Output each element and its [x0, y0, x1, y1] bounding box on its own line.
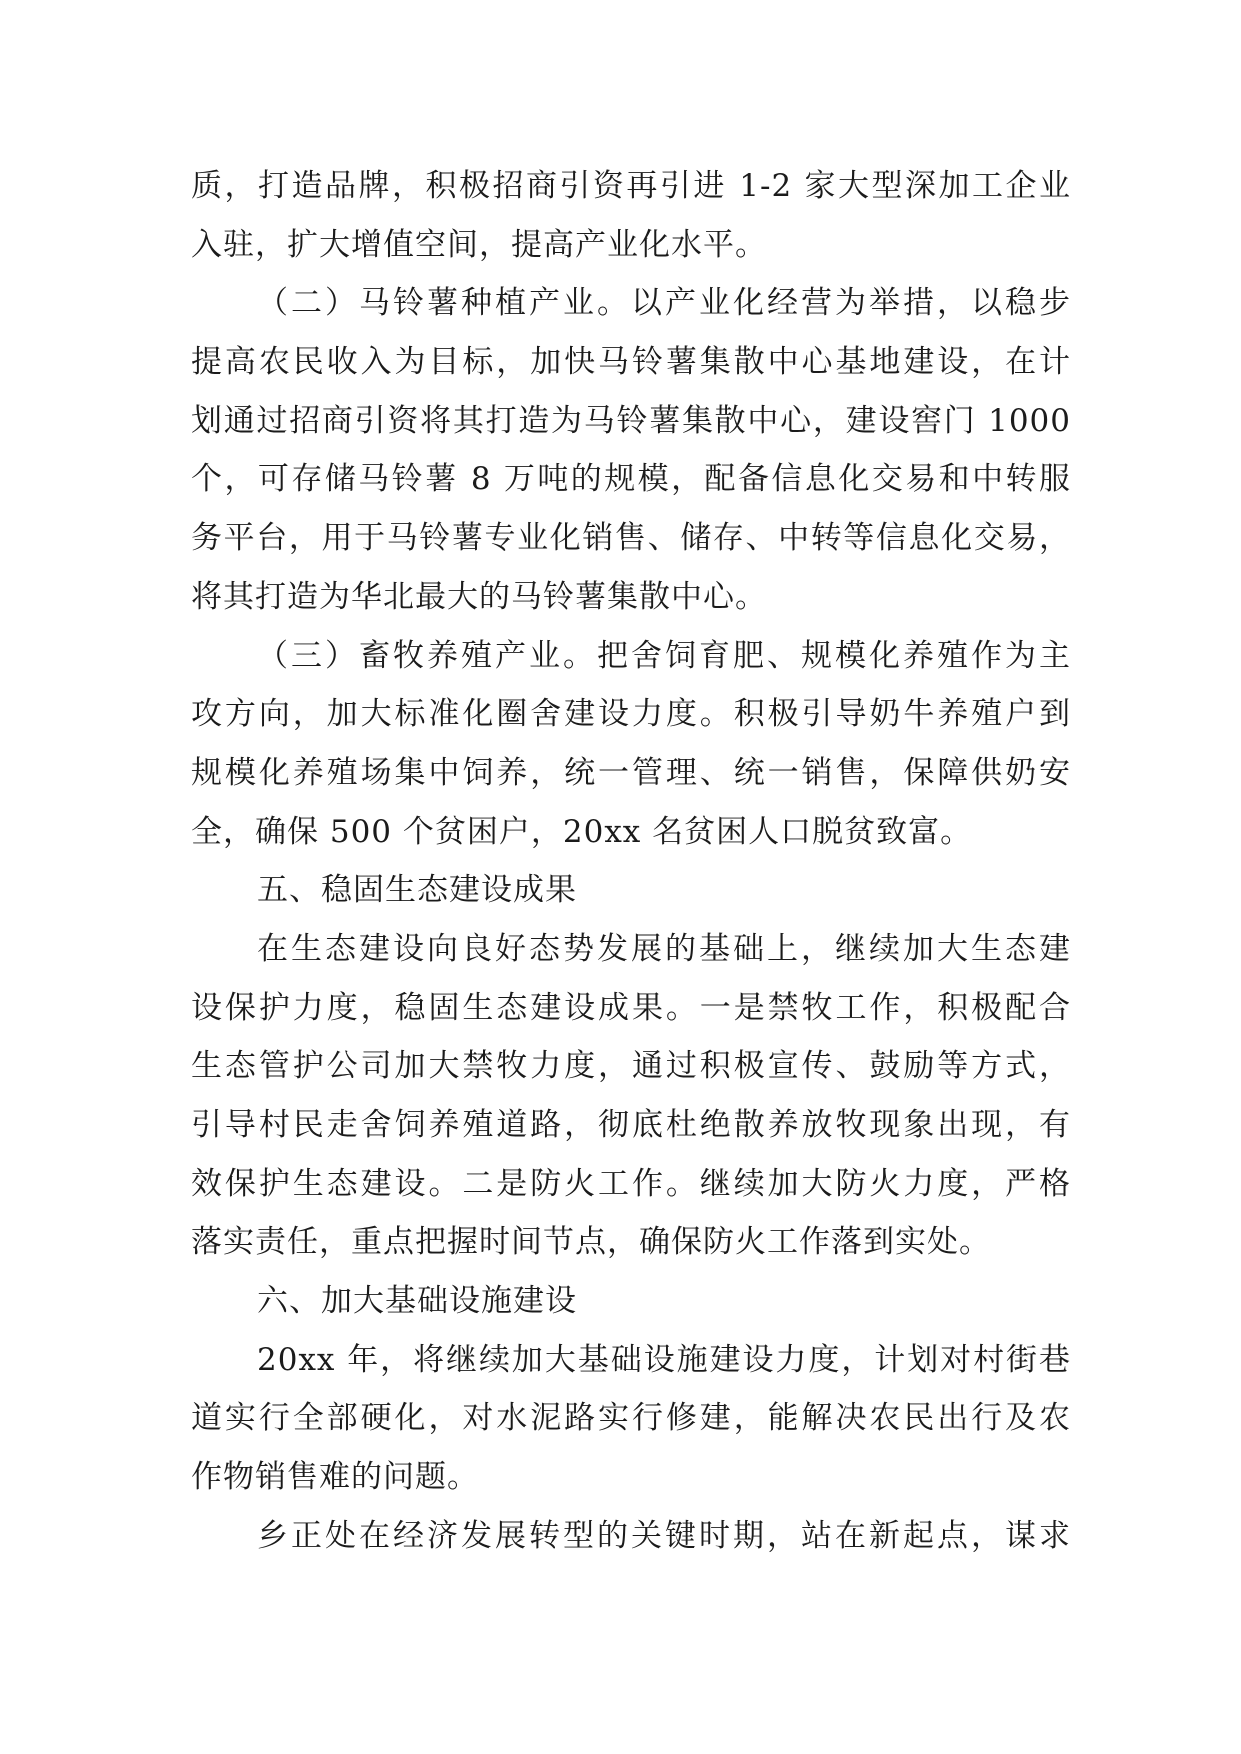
- paragraph-line: （二）马铃薯种植产业。以产业化经营为举措，以稳步: [257, 285, 1071, 322]
- paragraph-line: 乡正处在经济发展转型的关键时期，站在新起点，谋求: [257, 1517, 1071, 1554]
- paragraph-line: 生态管护公司加大禁牧力度，通过积极宣传、鼓励等方式，: [191, 1048, 1071, 1085]
- paragraph-line: 全，确保 500 个贫困户，20xx 名贫困人口脱贫致富。: [191, 813, 973, 850]
- document-body: [191, 157, 1071, 1566]
- paragraph-line: 个，可存储马铃薯 8 万吨的规模，配备信息化交易和中转服: [191, 461, 1071, 498]
- paragraph-livestock-industry: [191, 627, 1071, 862]
- paragraph-line: 入驻，扩大增值空间，提高产业化水平。: [191, 226, 767, 263]
- section-heading-ecology: 五、稳固生态建设成果: [257, 872, 577, 909]
- paragraph-conclusion: [191, 1507, 1071, 1566]
- paragraph-line: 划通过招商引资将其打造为马铃薯集散中心，建设窖门 1000: [191, 402, 1071, 439]
- paragraph-line: 20xx 年，将继续加大基础设施建设力度，计划对村街巷: [257, 1341, 1071, 1378]
- paragraph-line: （三）畜牧养殖产业。把舍饲育肥、规模化养殖作为主: [257, 637, 1071, 674]
- paragraph-line: 务平台，用于马铃薯专业化销售、储存、中转等信息化交易，: [191, 520, 1071, 557]
- paragraph-infrastructure: [191, 1331, 1071, 1507]
- paragraph-line: 提高农民收入为目标，加快马铃薯集散中心基地建设，在计: [191, 344, 1071, 381]
- paragraph-line: 将其打造为华北最大的马铃薯集散中心。: [191, 578, 767, 615]
- paragraph-ecology: [191, 920, 1071, 1272]
- paragraph-line: 引导村民走舍饲养殖道路，彻底杜绝散养放牧现象出现，有: [191, 1107, 1071, 1143]
- paragraph-line: 设保护力度，稳固生态建设成果。一是禁牧工作，积极配合: [191, 989, 1071, 1026]
- paragraph-line: 道实行全部硬化，对水泥路实行修建，能解决农民出行及农: [191, 1400, 1071, 1437]
- paragraph-continued: [191, 157, 1071, 274]
- paragraph-line: 攻方向，加大标准化圈舍建设力度。积极引导奶牛养殖户到: [191, 696, 1071, 733]
- paragraph-line: 质，打造品牌，积极招商引资再引进 1-2 家大型深加工企业: [191, 168, 1071, 204]
- paragraph-line: 作物销售难的问题。: [191, 1459, 479, 1496]
- paragraph-potato-industry: [191, 274, 1071, 626]
- paragraph-line: 效保护生态建设。二是防火工作。继续加大防火力度，严格: [191, 1165, 1071, 1202]
- section-heading-infrastructure: 六、加大基础设施建设: [257, 1283, 577, 1320]
- paragraph-line: 落实责任，重点把握时间节点，确保防火工作落到实处。: [191, 1224, 991, 1261]
- paragraph-line: 在生态建设向良好态势发展的基础上，继续加大生态建: [257, 930, 1071, 967]
- paragraph-line: 规模化养殖场集中饲养，统一管理、统一销售，保障供奶安: [191, 754, 1071, 791]
